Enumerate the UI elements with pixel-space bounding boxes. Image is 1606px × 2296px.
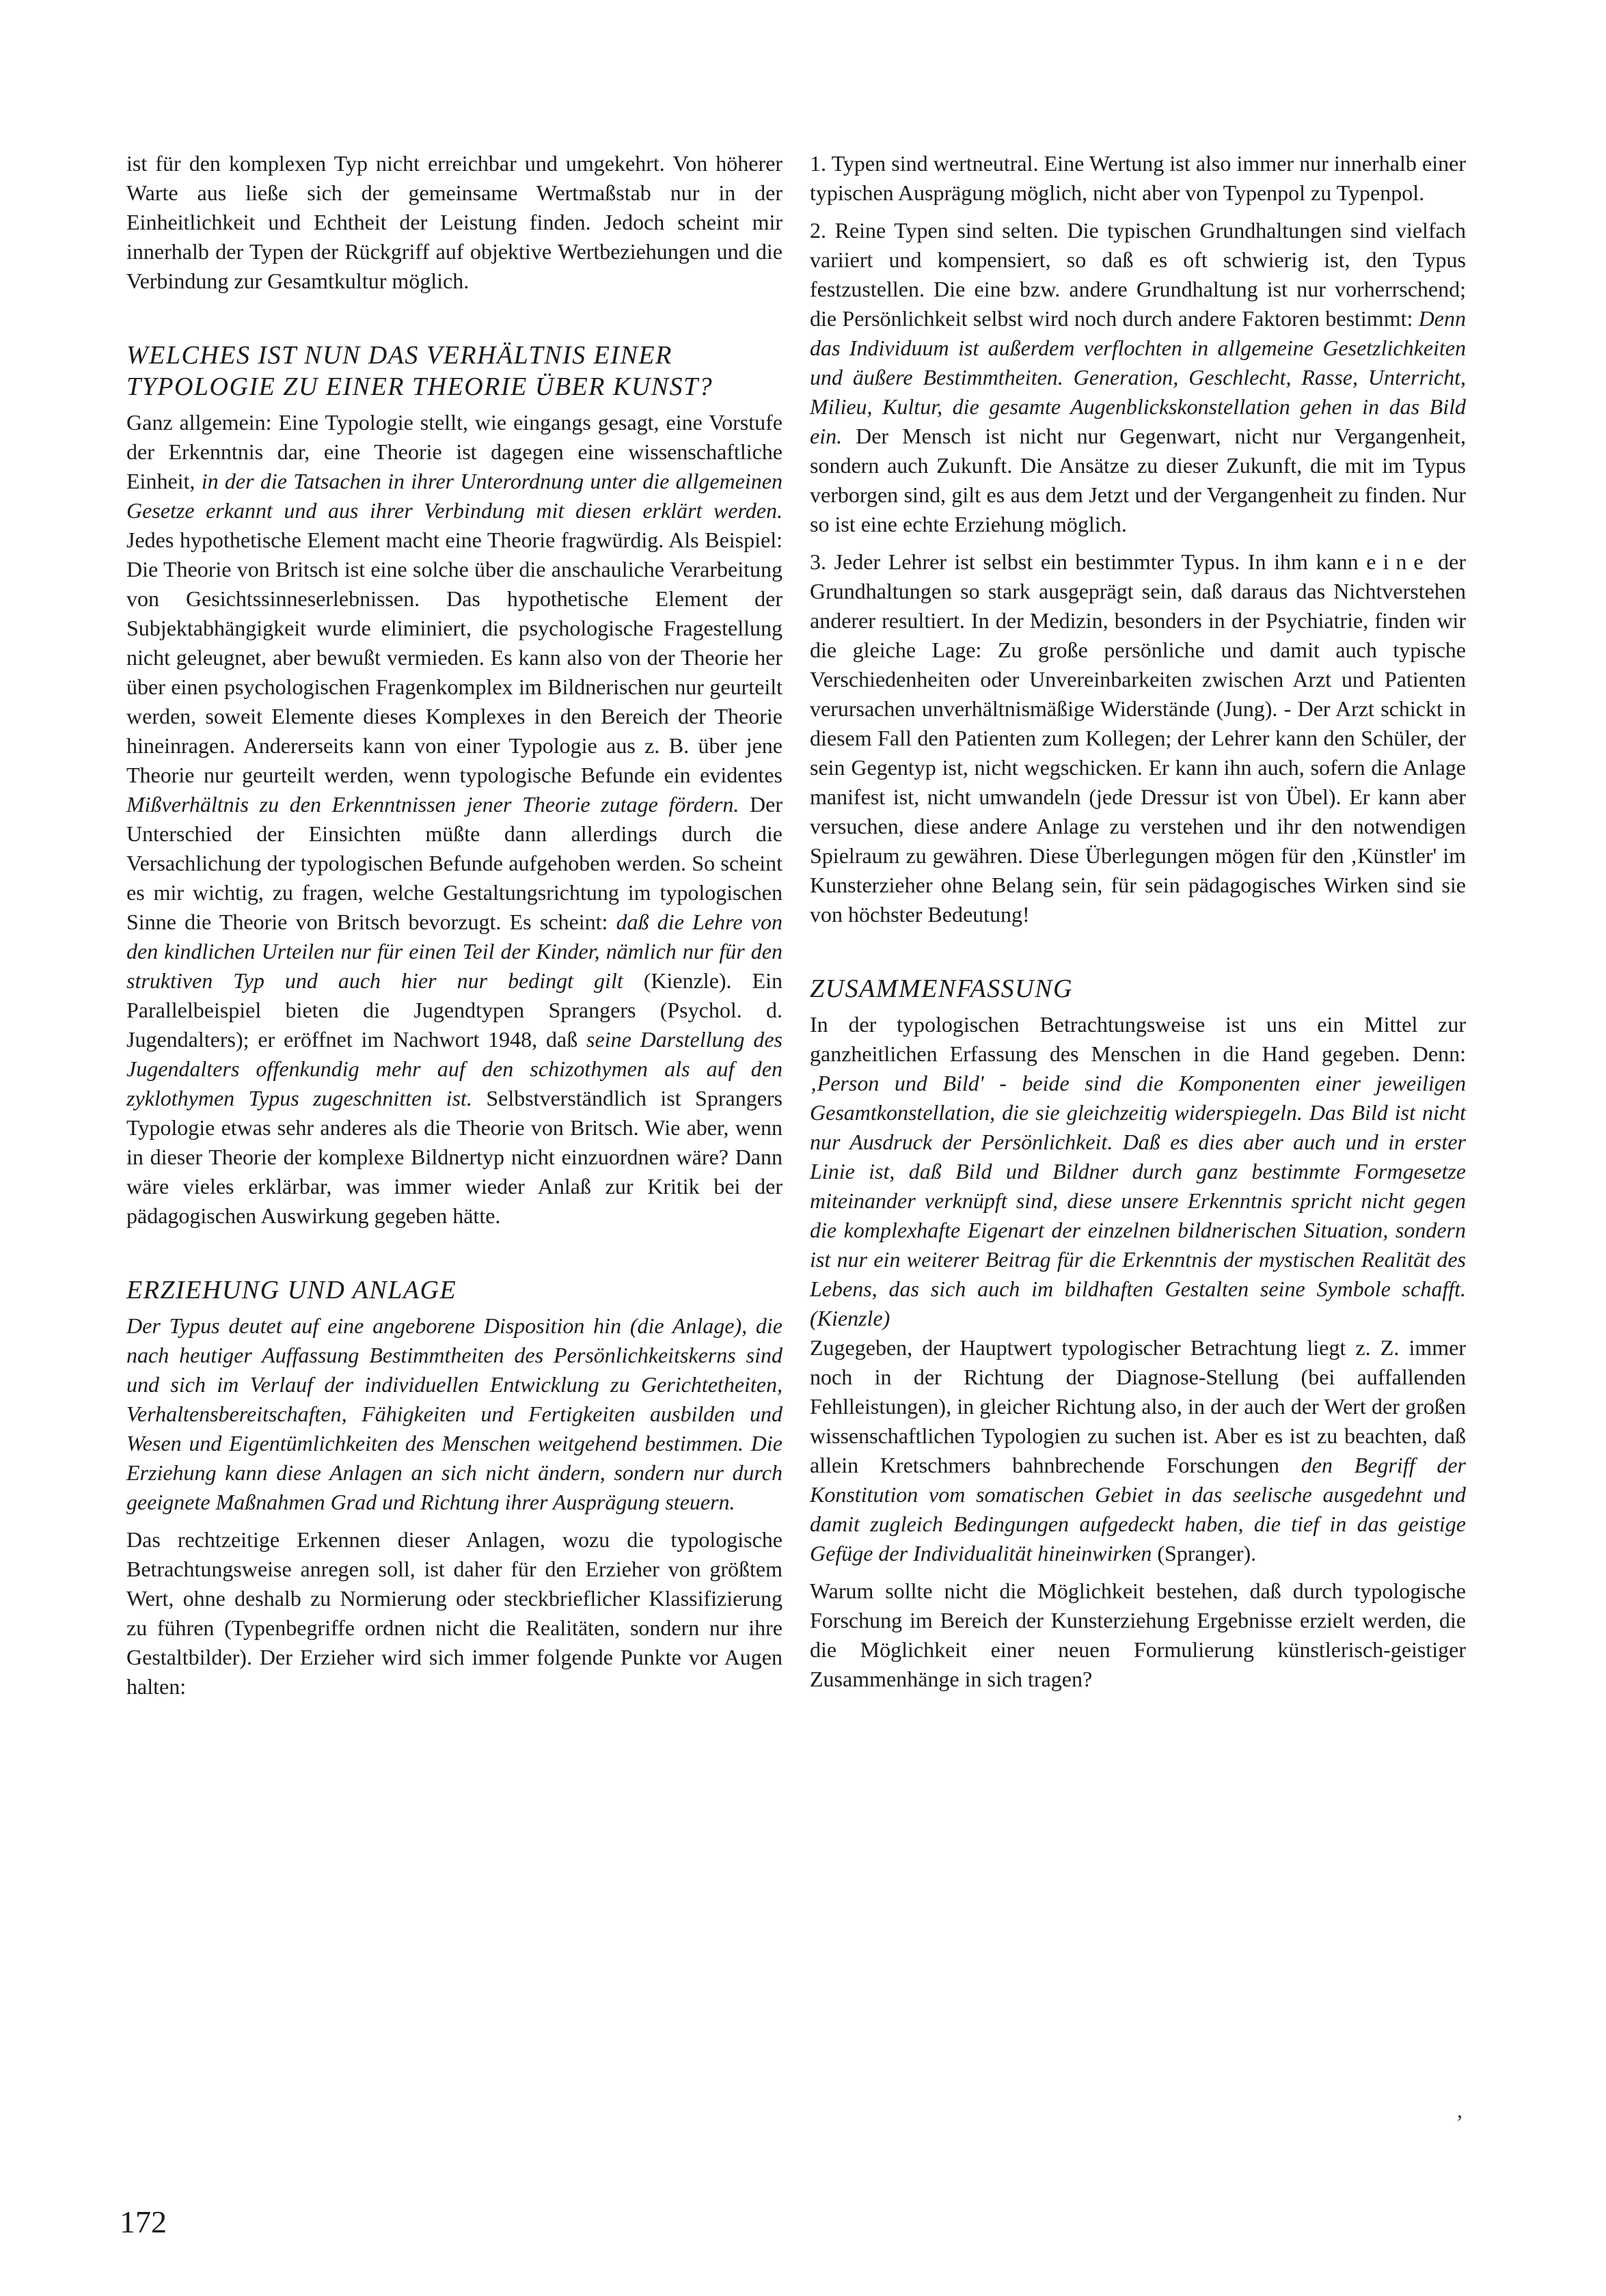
paragraph-recognition: Das rechtzeitige Erkennen dieser Anlagen, wozu die typologische Betrachtungsweise anregen soll, ist daher für den Erzieher von größtem Wert, ohne deshalb zu Normierung oder steckbrieflicher Klassifizierung zu führen (Typenbegriffe ordnen nicht die Realitäten, sondern nur ihre Gestaltbilder). Der Erzieher wird sich immer folgende Punkte vor Augen halten:	[126, 1527, 782, 1699]
text-segment: 3. Jeder Lehrer ist selbst ein bestimmter Typus. In ihm kann	[810, 549, 1367, 574]
left-column	[126, 149, 782, 1702]
stray-mark: ,	[1457, 2098, 1462, 2122]
text-segment: Der Unterschied der Einsichten müßte dann allerdings durch die Versachlichung der typologischen Befunde aufgehoben werden. So scheint es mir wichtig, zu fragen, welche Gestaltungsrichtung im typologischen Sinne die Theorie von Britsch bevorzugt. Es scheint:	[126, 792, 783, 934]
text-segment: Selbstverständlich ist Sprangers Typologie etwas sehr anderes als die Theorie von Britsch. Wie aber, wenn in dieser Theorie der komplexe Bildnertyp nicht einzuordnen wäre? Dann wäre vieles erklärbar, was immer wieder Anlaß zur Kritik bei der pädagogischen Auswirkung gegeben hätte.	[126, 1086, 783, 1228]
paragraph-typology-theory	[126, 408, 782, 1231]
section-heading-education: ERZIEHUNG UND ANLAGE	[126, 1276, 457, 1304]
list-item-3	[810, 547, 1466, 929]
text-segment: Ganz allgemein: Eine Typologie stellt, wie eingangs gesagt, eine Vorstufe der Erkenntnis dar, eine Theorie ist dagegen eine wissenschaftliche Einheit,	[126, 410, 782, 493]
text-segment: der Grundhaltungen so stark ausgeprägt sein, daß daraus das Nichtverstehen anderer resultiert. In der Medizin, besonders in der Psychiatrie, finden wir die gleiche Lage: Zu große persönliche und damit auch typische Verschiedenheiten oder Unvereinbarkeiten zwischen Arzt und Patienten verursachen unverhältnismäßige Widerstände (Jung). - Der Arzt schickt in diesem Fall den Patienten zum Kollegen; der Lehrer kann den Schüler, der sein Gegentyp ist, nicht wegschicken. Er kann ihn auch, sofern die Anlage manifest ist, nicht umwandeln (jede Dressur ist von Übel). Er kann aber versuchen, diese andere Anlage zu verstehen und ihr den notwendigen Spielraum zu gewähren. Diese Überlegungen mögen für den ‚Künstler' im Kunsterzieher ohne Belang sein, für sein pädagogisches Wirken sind sie von höchster Bedeutung!	[810, 549, 1467, 927]
paragraph-closing-question: Warum sollte nicht die Möglichkeit bestehen, daß durch typologische Forschung im Bereich der Kunsterziehung Ergebnisse erzielt werden, die die Möglichkeit einer neuen Formulierung künstlerisch-geistiger Zusammenhänge in sich tragen?	[810, 1578, 1466, 1691]
list-item-1: 1. Typen sind wertneutral. Eine Wertung ist also immer nur innerhalb einer typischen Ausprägung möglich, nicht aber von Typenpol zu Typenpol.	[810, 151, 1466, 205]
spaced-emphasis: eine	[1366, 549, 1430, 574]
text-segment: In der typologischen Betrachtungsweise ist uns ein Mittel zur ganzheitlichen Erfassung des Menschen in die Hand gegeben. Denn:	[810, 1012, 1466, 1066]
italic-segment: Denn das Individuum ist außerdem verflochten in allgemeine Gesetzlichkeiten und äußere Bestimmtheiten. Generation, Geschlecht, Rasse, Unterricht, Milieu, Kultur, die gesamte Augenblickskonstellation gehen in das Bild ein.	[810, 306, 1466, 448]
text-segment: (Spranger).	[1152, 1541, 1257, 1566]
text-segment: 2. Reine Typen sind selten. Die typischen Grundhaltungen sind vielfach variiert und kompensiert, so daß es oft schwierig ist, den Typus festzustellen. Die eine bzw. andere Grundhaltung ist nur vorherrschend; die Persönlichkeit selbst wird noch durch andere Faktoren bestimmt:	[810, 218, 1466, 331]
text-segment: Jedes hypothetische Element macht eine Theorie fragwürdig. Als Beispiel: Die Theorie von Britsch ist eine solche über die anschauliche Verarbeitung von Gesichtssinneserlebnissen. Das hypothetische Element der Subjektabhängigkeit wurde eliminiert, die psychologische Fragestellung nicht geleugnet, aber bewußt vermieden. Es kann also von der Theorie her über einen psychologischen Fragenkomplex im Bildnerischen nur geurteilt werden, soweit Elemente dieses Komplexes in den Bereich der Theorie hineinragen. Andererseits kann von einer Typologie aus z. B. über jene Theorie nur geurteilt werden, wenn typologische Befunde ein evidentes	[126, 528, 782, 787]
italic-segment: den Begriff der Konstitution vom somatischen Gebiet in das seelische ausgedehnt und damit zugleich Bedingungen aufgedeckt haben, die tief in das geistige Gefüge der Individualität hineinwirken	[810, 1453, 1467, 1566]
right-column	[810, 149, 1466, 1694]
section-heading-typology-theory: WELCHES IST NUN DAS VERHÄLTNIS EINER TYPOLOGIE ZU EINER THEORIE ÜBER KUNST?	[126, 341, 713, 401]
paragraph-disposition	[126, 1311, 782, 1517]
italic-segment: in der die Tatsachen in ihrer Unterordnung unter die allgemeinen Gesetze erkannt und aus ihrer Verbindung mit diesen erklärt werden.	[126, 469, 783, 523]
italic-segment: Der Typus deutet auf eine angeborene Disposition hin (die Anlage), die nach heutiger Auffassung Bestimmtheiten des Persönlichkeitskerns sind und sich im Verlauf der individuellen Entwicklung zu Gerichtetheiten, Verhaltensbereitschaften, Fähigkeiten und Fertigkeiten ausbilden und Wesen und Eigentümlichkeiten des Menschen weitgehend bestimmen. Die Erziehung kann diese Anlagen an sich nicht ändern, sondern nur durch geeignete Maßnahmen Grad und Richtung ihrer Ausprägung steuern.	[126, 1313, 782, 1514]
paragraph-summary	[810, 1010, 1466, 1333]
italic-segment: ‚Person und Bild' - beide sind die Komponenten einer jeweiligen Gesamtkonstellation, die sie gleichzeitig widerspiegeln. Das Bild ist nicht nur Ausdruck der Persönlichkeit. Daß es dies aber auch und in erster Linie ist, daß Bild und Bildner durch ganz bestimmte Formgesetze miteinander verknüpft sind, diese unsere Erkenntnis spricht nicht gegen die komplexhafte Eigenart der einzelnen bildnerischen Situation, sondern ist nur ein weiterer Beitrag für die Erkenntnis der mystischen Realität des Lebens, das sich auch im bildhaften Gestalten seine Symbole schafft. (Kienzle)	[810, 1071, 1466, 1330]
text-segment: (Kienzle). Ein Parallelbeispiel bieten die Jugendtypen Sprangers (Psychol. d. Jugendalters); er eröffnet im Nachwort 1948, daß	[126, 968, 783, 1052]
text-segment: Der Mensch ist nicht nur Gegenwart, nicht nur Vergangenheit, sondern auch Zukunft. Die Ansätze zu dieser Zukunft, die mit im Typus verborgen sind, gilt es aus dem Jetzt und der Vergangenheit zu finden. Nur so ist eine echte Erziehung möglich.	[810, 424, 1466, 536]
page-number: 172	[120, 2204, 167, 2239]
italic-segment: daß die Lehre von den kindlichen Urteilen nur für einen Teil der Kinder, nämlich nur für den struktiven Typ und auch hier nur bedingt gilt	[126, 910, 782, 993]
section-heading-summary: ZUSAMMENFASSUNG	[810, 974, 1073, 1003]
paragraph-diagnosis	[810, 1333, 1466, 1568]
list-item-2	[810, 216, 1466, 539]
paragraph-continuation: ist für den komplexen Typ nicht erreichbar und umgekehrt. Von höherer Warte aus ließe sich der gemeinsame Wertmaßstab nur in der Einheitlichkeit und Echtheit der Leistung finden. Jedoch scheint mir innerhalb der Typen der Rückgriff auf objektive Wertbeziehungen und die Verbindung zur Gesamtkultur möglich.	[126, 151, 782, 293]
italic-segment: Mißverhältnis zu den Erkenntnissen jener Theorie zutage fördern.	[126, 792, 739, 817]
italic-segment: seine Darstellung des Jugendalters offenkundig mehr auf den schizothymen als auf den zyklothymen Typus zugeschnitten ist.	[126, 1027, 783, 1110]
text-segment: Zugegeben, der Hauptwert typologischer Betrachtung liegt z. Z. immer noch in der Richtung der Diagnose-Stellung (bei auffallenden Fehlleistungen), in gleicher Richtung also, in der auch der Wert der großen wissenschaftlichen Typologien zu suchen ist. Aber es ist zu beachten, daß allein Kretschmers bahnbrechende Forschungen	[810, 1335, 1466, 1477]
